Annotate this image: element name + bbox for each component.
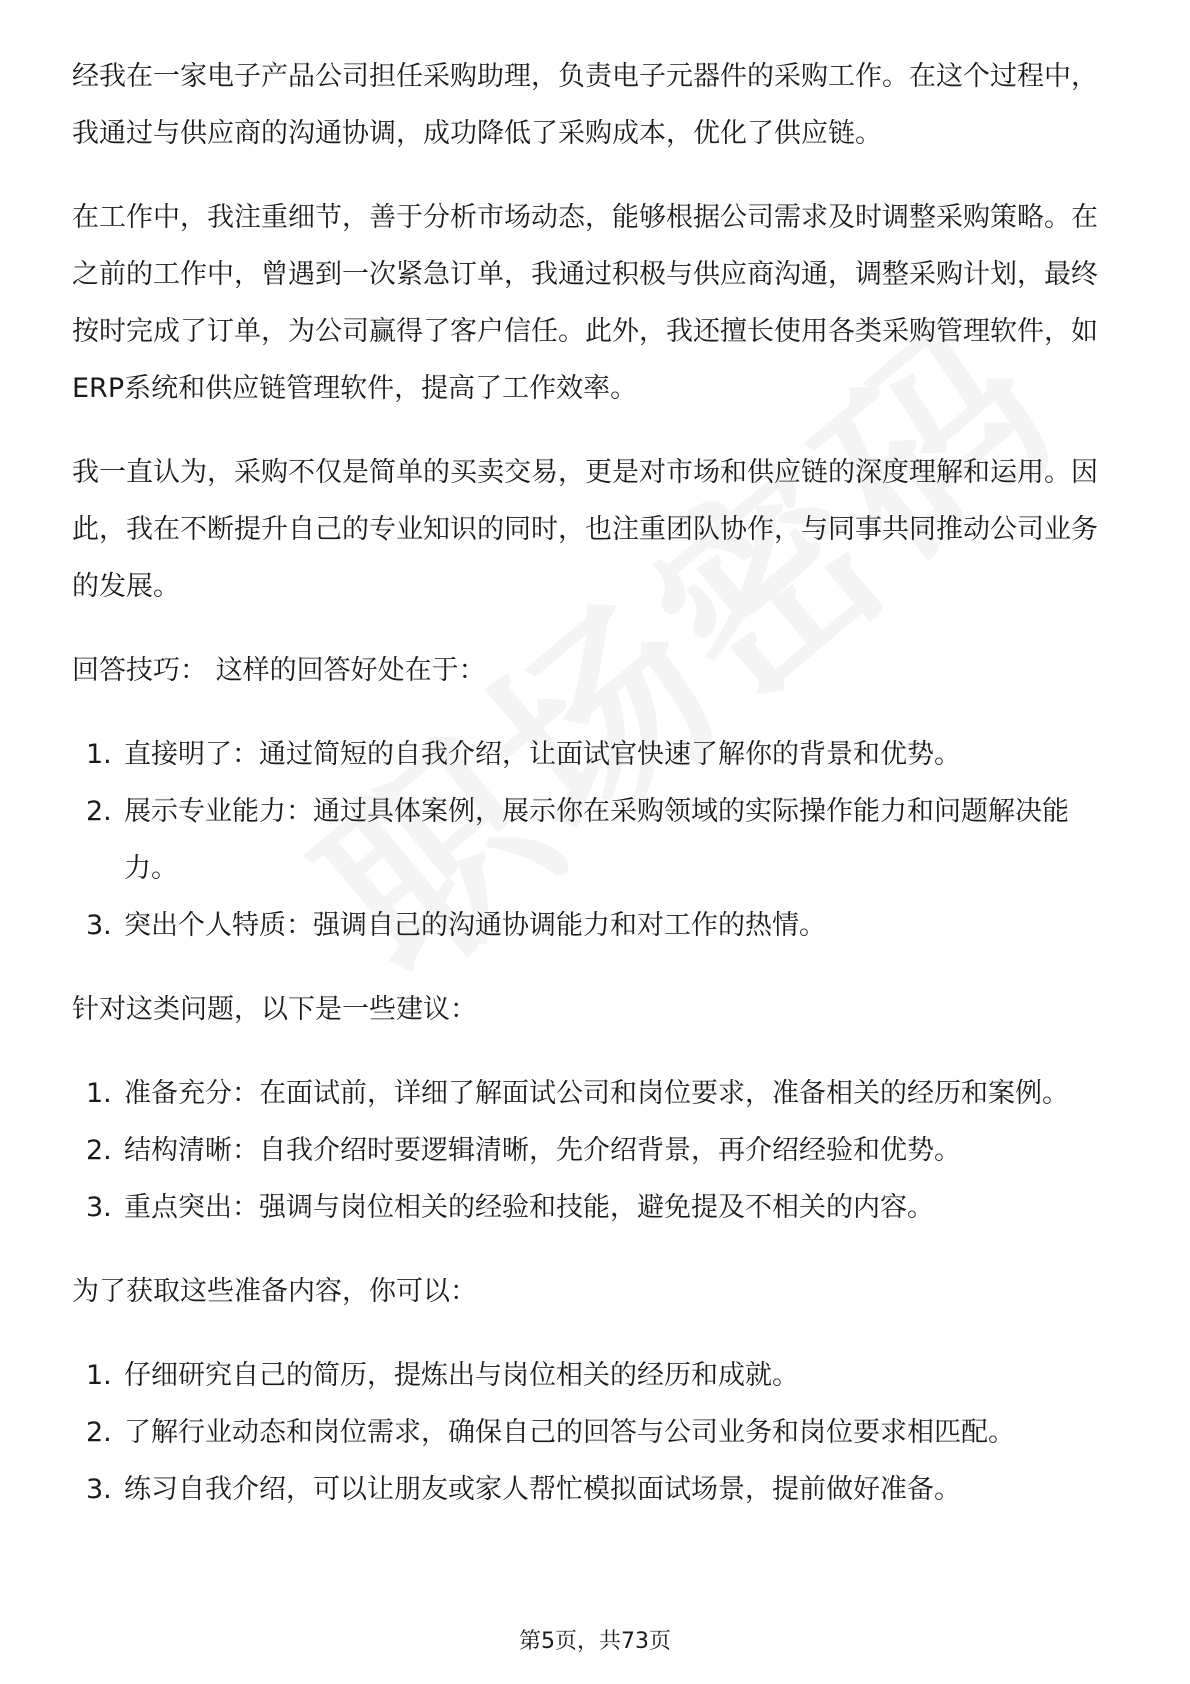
list-item-text: 仔细研究自己的简历，提炼出与岗位相关的经历和成就。	[124, 1360, 799, 1391]
paragraph-experience: 经我在一家电子产品公司担任采购助理，负责电子元器件的采购工作。在这个过程中，我通过与供应商的沟通协调，成功降低了采购成本，优化了供应链。	[72, 61, 1098, 149]
list-number: 2.	[86, 1417, 112, 1448]
list-item	[72, 1461, 1118, 1518]
page-footer: 第5页，共73页	[519, 1629, 671, 1654]
list-item-text: 直接明了：通过简短的自我介绍，让面试官快速了解你的背景和优势。	[124, 739, 961, 770]
list-number: 3.	[86, 1474, 112, 1505]
list-item-text: 重点突出：强调与岗位相关的经验和技能，避免提及不相关的内容。	[124, 1192, 934, 1223]
list-item	[72, 1404, 1118, 1461]
list-item	[72, 1179, 1118, 1236]
paragraph-work-details: 在工作中，我注重细节，善于分析市场动态，能够根据公司需求及时调整采购策略。在之前的工作中，曾遇到一次紧急订单，我通过积极与供应商沟通，调整采购计划，最终按时完成了订单，为公司赢得了客户信任。此外，我还擅长使用各类采购管理软件，如ERP系统和供应链管理软件，提高了工作效率。	[72, 202, 1098, 404]
list-number: 1.	[86, 1360, 112, 1391]
list-number: 1.	[86, 1078, 112, 1109]
list-number: 3.	[86, 1192, 112, 1223]
list-item	[72, 726, 1118, 783]
advice-list	[72, 1065, 1118, 1236]
list-item-text: 突出个人特质：强调自己的沟通协调能力和对工作的热情。	[124, 910, 826, 941]
advice-heading: 针对这类问题，以下是一些建议：	[72, 994, 477, 1025]
list-item-text: 结构清晰：自我介绍时要逻辑清晰，先介绍背景，再介绍经验和优势。	[124, 1135, 961, 1166]
list-item-text: 了解行业动态和岗位需求，确保自己的回答与公司业务和岗位要求相匹配。	[124, 1417, 1015, 1448]
list-number: 2.	[86, 796, 112, 827]
paragraph-philosophy: 我一直认为，采购不仅是简单的买卖交易，更是对市场和供应链的深度理解和运用。因此，我在不断提升自己的专业知识的同时，也注重团队协作，与同事共同推动公司业务的发展。	[72, 457, 1098, 602]
list-item-text: 练习自我介绍，可以让朋友或家人帮忙模拟面试场景，提前做好准备。	[124, 1474, 961, 1505]
list-item	[72, 1065, 1118, 1122]
list-item-text: 展示专业能力：通过具体案例，展示你在采购领域的实际操作能力和问题解决能力。	[124, 796, 1069, 884]
list-number: 1.	[86, 739, 112, 770]
list-number: 2.	[86, 1135, 112, 1166]
list-item-text: 准备充分：在面试前，详细了解面试公司和岗位要求，准备相关的经历和案例。	[124, 1078, 1069, 1109]
list-item	[72, 1347, 1118, 1404]
list-item	[72, 1122, 1118, 1179]
tips-list	[72, 726, 1118, 954]
tips-heading: 回答技巧： 这样的回答好处在于：	[72, 655, 486, 686]
list-item	[72, 783, 1118, 897]
list-number: 3.	[86, 910, 112, 941]
page-content	[72, 48, 1118, 1545]
list-item	[72, 897, 1118, 954]
prep-list	[72, 1347, 1118, 1518]
prep-heading: 为了获取这些准备内容，你可以：	[72, 1276, 477, 1307]
